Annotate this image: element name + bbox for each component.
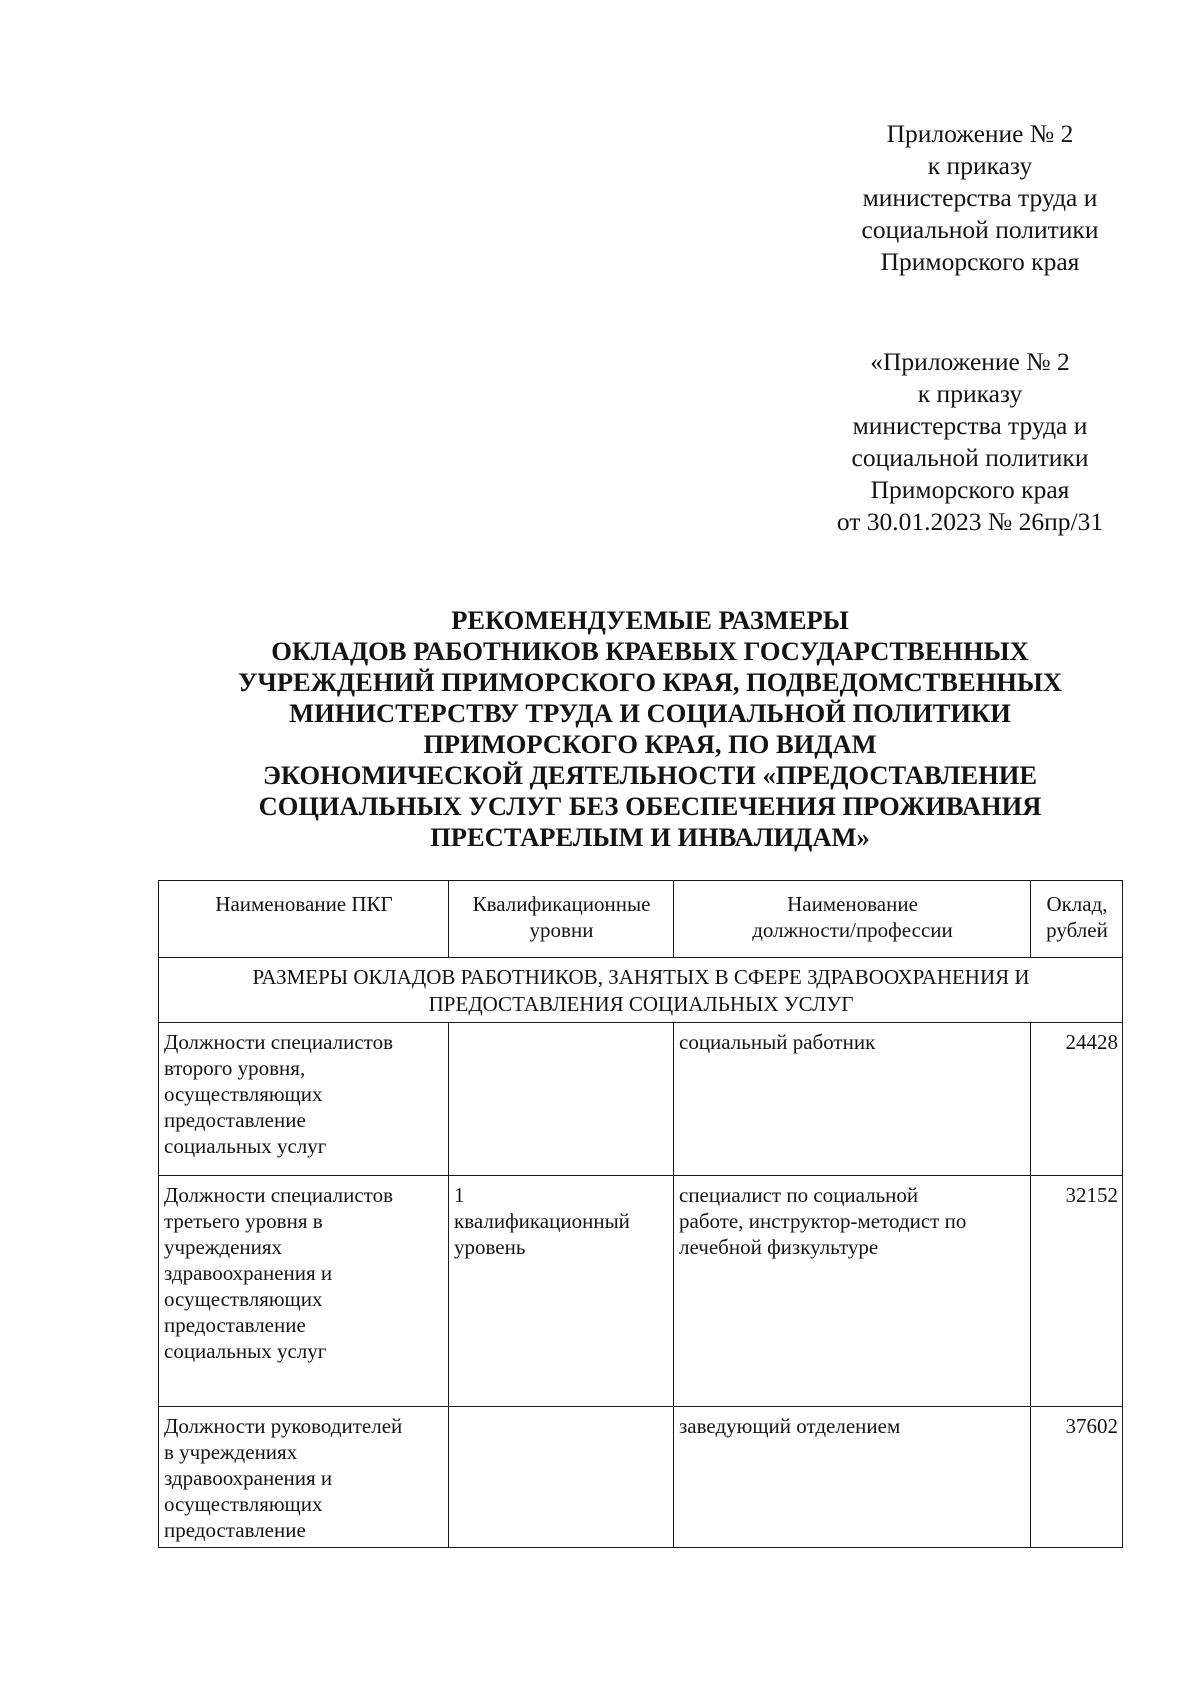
header-salary bbox=[1031, 881, 1123, 958]
cell-line: Должности специалистов bbox=[164, 1183, 394, 1207]
cell-line: квалификационный bbox=[454, 1209, 630, 1233]
cell-line: заведующий отделением bbox=[679, 1414, 901, 1438]
cell-line: предоставление bbox=[164, 1108, 306, 1132]
cell-line: предоставление bbox=[164, 1313, 306, 1337]
cell-pkg bbox=[159, 1407, 449, 1548]
cell-level bbox=[449, 1176, 674, 1407]
table-row bbox=[159, 1023, 1123, 1176]
cell-pkg bbox=[159, 1023, 449, 1176]
title-line: СОЦИАЛЬНЫХ УСЛУГ БЕЗ ОБЕСПЕЧЕНИЯ ПРОЖИВАНИЯ bbox=[258, 791, 1042, 821]
cell-line: третьего уровня в bbox=[164, 1209, 323, 1233]
cell-salary bbox=[1031, 1023, 1123, 1176]
cell-line: специалист по социальной bbox=[679, 1183, 919, 1207]
cell-line: осуществляющих bbox=[164, 1082, 323, 1106]
cell-line: учреждениях bbox=[164, 1235, 283, 1259]
cell-pkg bbox=[159, 1176, 449, 1407]
attachment-header bbox=[820, 118, 1140, 278]
header-position bbox=[674, 881, 1031, 958]
title-line: РЕКОМЕНДУЕМЫЕ РАЗМЕРЫ bbox=[451, 605, 849, 635]
cell-position bbox=[674, 1023, 1031, 1176]
attachment-header-line: Приморского края bbox=[880, 247, 1080, 276]
cell-line: 1 bbox=[454, 1183, 465, 1207]
header-levels-line: уровни bbox=[529, 918, 594, 942]
section-title bbox=[159, 958, 1123, 1023]
salary-value: 24428 bbox=[1065, 1030, 1118, 1054]
header-position-line: должности/профессии bbox=[752, 918, 953, 942]
title-line: МИНИСТЕРСТВУ ТРУДА И СОЦИАЛЬНОЙ ПОЛИТИКИ bbox=[289, 698, 1011, 728]
section-title-line: ПРЕДОСТАВЛЕНИЯ СОЦИАЛЬНЫХ УСЛУГ bbox=[428, 992, 854, 1016]
cell-line: второго уровня, bbox=[164, 1056, 306, 1080]
title-line: УЧРЕЖДЕНИЙ ПРИМОРСКОГО КРАЯ, ПОДВЕДОМСТВЕННЫХ bbox=[237, 667, 1063, 697]
attachment-header-line: к приказу bbox=[927, 151, 1033, 180]
cell-line: предоставление bbox=[164, 1518, 306, 1542]
salary-value: 32152 bbox=[1065, 1183, 1118, 1207]
cell-line: социальных услуг bbox=[164, 1339, 327, 1363]
quoted-attachment-date: от 30.01.2023 № 26пр/31 bbox=[836, 507, 1104, 536]
header-salary-line: Оклад, bbox=[1046, 892, 1108, 916]
header-pkg-text: Наименование ПКГ bbox=[215, 892, 393, 916]
cell-line: социальных услуг bbox=[164, 1134, 327, 1158]
section-row bbox=[159, 958, 1123, 1023]
quoted-attachment-line: министерства труда и bbox=[852, 411, 1088, 440]
cell-line: уровень bbox=[454, 1235, 526, 1259]
title-line: ПРЕСТАРЕЛЫМ И ИНВАЛИДАМ» bbox=[430, 822, 870, 852]
quoted-attachment-line: «Приложение № 2 bbox=[870, 347, 1070, 376]
quoted-attachment-header bbox=[810, 346, 1130, 538]
section-title-line: РАЗМЕРЫ ОКЛАДОВ РАБОТНИКОВ, ЗАНЯТЫХ В СФЕРЕ ЗДРАВООХРАНЕНИЯ И bbox=[252, 965, 1030, 989]
table-header-row bbox=[159, 881, 1123, 958]
quoted-attachment-line: социальной политики bbox=[851, 443, 1089, 472]
cell-position bbox=[674, 1176, 1031, 1407]
quoted-attachment-line: Приморского края bbox=[870, 475, 1070, 504]
title-line: ЭКОНОМИЧЕСКОЙ ДЕЯТЕЛЬНОСТИ «ПРЕДОСТАВЛЕНИЕ bbox=[262, 760, 1038, 790]
cell-level bbox=[449, 1023, 674, 1176]
header-levels-line: Квалификационные bbox=[472, 892, 651, 916]
cell-line: лечебной физкультуре bbox=[679, 1235, 879, 1259]
cell-line: здравоохранения и bbox=[164, 1261, 333, 1285]
cell-salary bbox=[1031, 1407, 1123, 1548]
attachment-header-line: министерства труда и bbox=[862, 183, 1098, 212]
cell-position bbox=[674, 1407, 1031, 1548]
cell-line: социальный работник bbox=[679, 1030, 876, 1054]
salary-value: 37602 bbox=[1065, 1414, 1118, 1438]
header-pkg bbox=[159, 881, 449, 958]
cell-line: Должности руководителей bbox=[164, 1414, 403, 1438]
header-salary-line: рублей bbox=[1046, 918, 1108, 942]
table-row bbox=[159, 1176, 1123, 1407]
attachment-header-line: социальной политики bbox=[861, 215, 1099, 244]
header-levels bbox=[449, 881, 674, 958]
cell-line: Должности специалистов bbox=[164, 1030, 394, 1054]
table-row bbox=[159, 1407, 1123, 1548]
cell-salary bbox=[1031, 1176, 1123, 1407]
quoted-attachment-line: к приказу bbox=[917, 379, 1023, 408]
salary-table bbox=[158, 880, 1123, 1548]
cell-line: в учреждениях bbox=[164, 1440, 298, 1464]
title-line: ПРИМОРСКОГО КРАЯ, ПО ВИДАМ bbox=[423, 729, 877, 759]
cell-line: здравоохранения и bbox=[164, 1466, 333, 1490]
cell-level bbox=[449, 1407, 674, 1548]
title-line: ОКЛАДОВ РАБОТНИКОВ КРАЕВЫХ ГОСУДАРСТВЕННЫХ bbox=[271, 636, 1029, 666]
header-position-line: Наименование bbox=[787, 892, 918, 916]
cell-line: осуществляющих bbox=[164, 1287, 323, 1311]
attachment-header-line: Приложение № 2 bbox=[886, 119, 1074, 148]
document-title bbox=[160, 605, 1140, 853]
cell-line: осуществляющих bbox=[164, 1492, 323, 1516]
cell-line: работе, инструктор-методист по bbox=[679, 1209, 967, 1233]
